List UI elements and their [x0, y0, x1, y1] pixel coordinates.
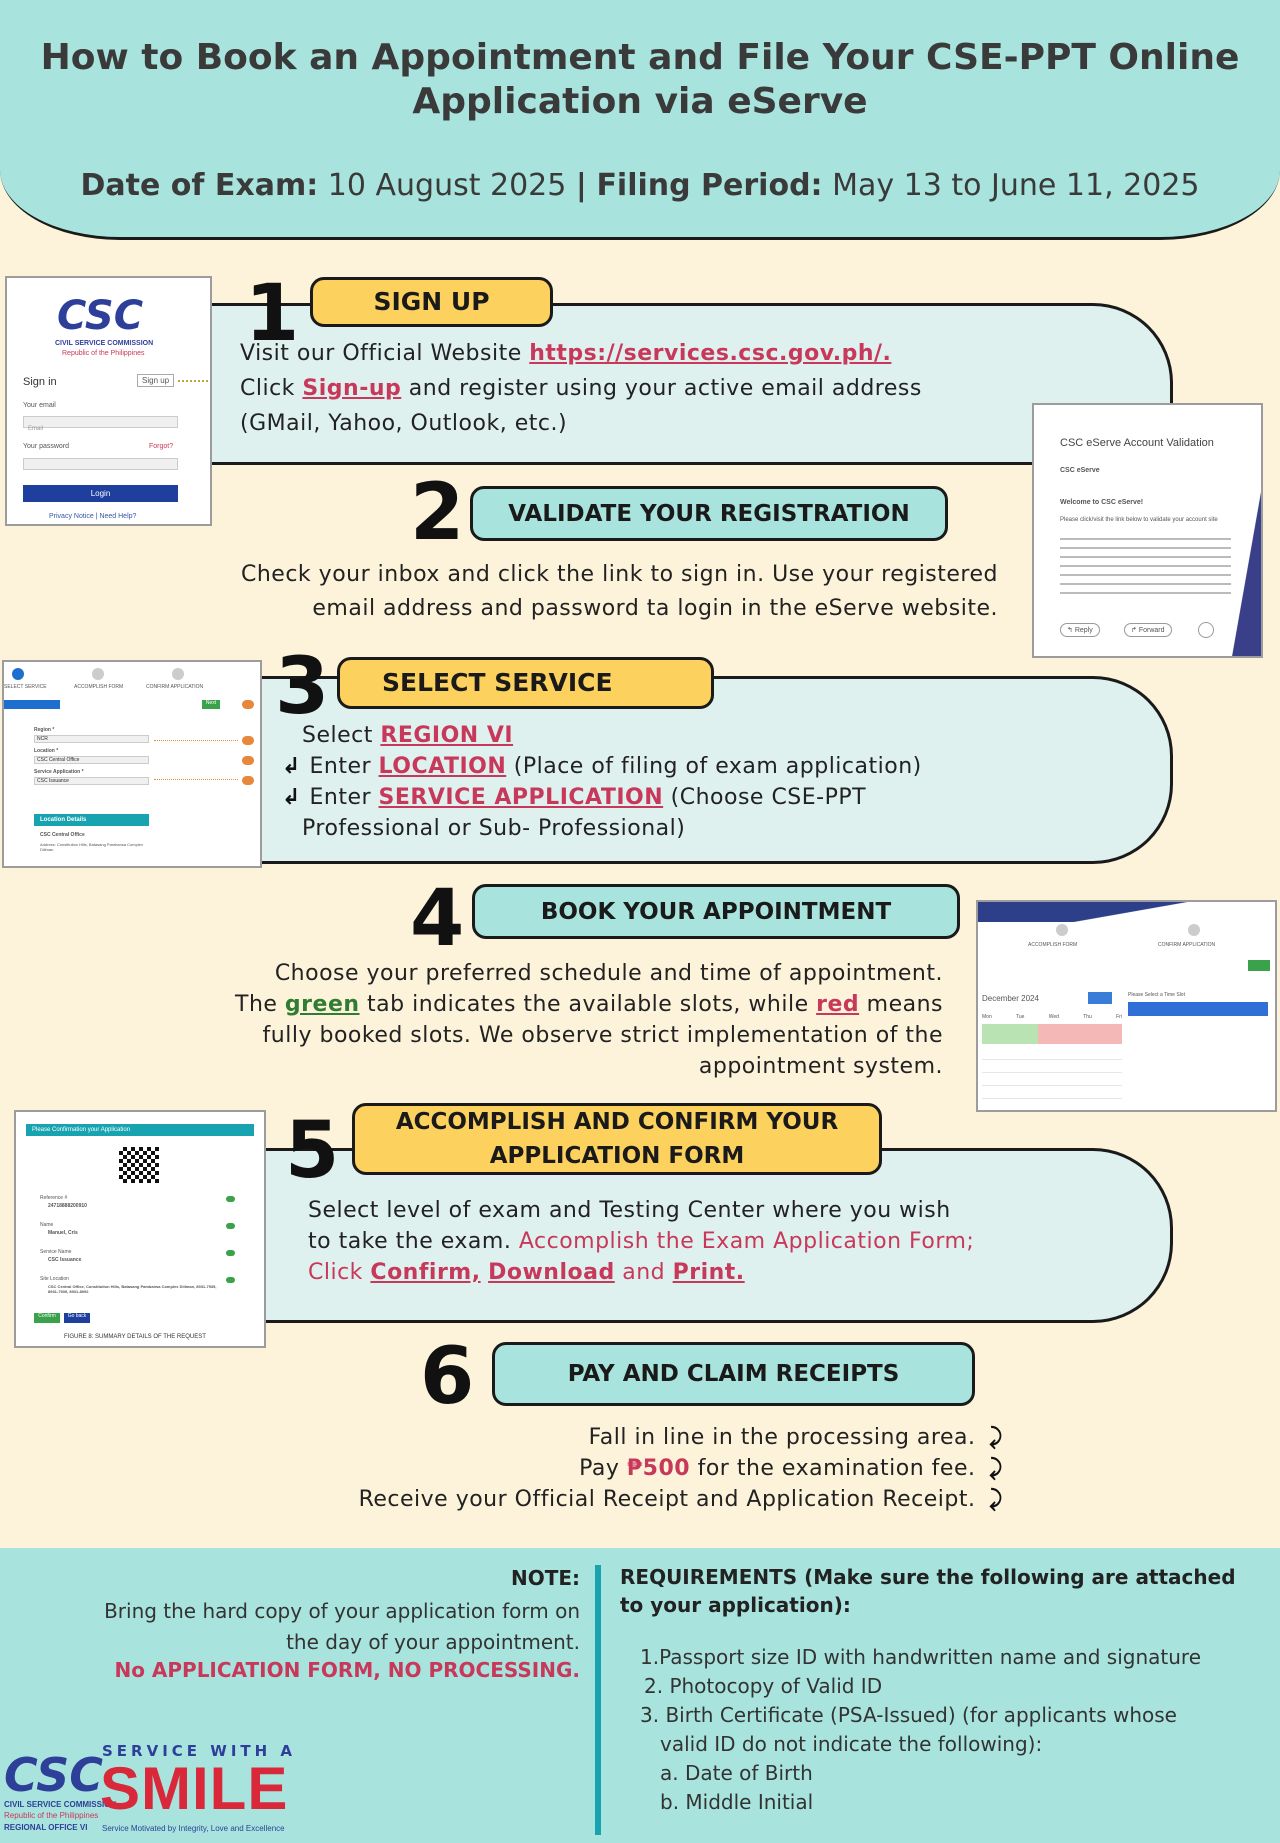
note-warning: No APPLICATION FORM, NO PROCESSING.	[114, 1658, 580, 1682]
email-welcome: Welcome to CSC eServe!	[1060, 499, 1144, 506]
email-corner-accent-icon	[1231, 405, 1261, 658]
curved-arrow-icon: ⤸	[989, 1456, 1003, 1481]
step6-line1-text: Fall in line in the processing area.	[588, 1425, 976, 1450]
step4-line2-rest: means	[859, 992, 943, 1017]
header-banner	[0, 0, 1280, 240]
step2-line2: email address and password ta login in the eServe website.	[312, 596, 998, 621]
qr-code-icon	[119, 1147, 159, 1183]
signin-password-input[interactable]	[23, 458, 178, 470]
signin-screenshot	[5, 276, 212, 526]
email-subject: CSC eServe Account Validation	[1060, 437, 1214, 449]
service-location-value: CSC Central Office	[37, 757, 80, 763]
red-tab-label: red	[816, 992, 860, 1017]
check-icon	[226, 1277, 235, 1283]
filing-label: Filing Period:	[596, 168, 823, 203]
email-body: Please click/visit the link below to validate your account site	[1060, 517, 1218, 523]
email-body-lines	[1060, 535, 1245, 597]
orange-marker-icon	[242, 776, 254, 785]
step1-line2-rest: and register using your active email address	[408, 376, 922, 401]
signin-email-label: Your email	[23, 402, 56, 409]
confirm-button[interactable]: Confirm	[34, 1313, 60, 1323]
calendar-next-button[interactable]	[1248, 960, 1270, 971]
csc-logo-icon: CSC	[4, 1748, 104, 1802]
service-dotted-connectors	[154, 740, 238, 780]
note-line1: Bring the hard copy of your application form on	[104, 1599, 580, 1623]
service-application-link[interactable]: SERVICE APPLICATION	[378, 785, 664, 810]
service-app-value: CSC Issuance	[37, 778, 69, 784]
step4-line2-mid: tab indicates the available slots, while	[359, 992, 817, 1017]
service-details-bar: Location Details	[34, 814, 149, 826]
date-value: 10 August 2025	[327, 168, 567, 203]
email-forward-label: Forward	[1138, 627, 1165, 634]
service-location-select[interactable]	[34, 756, 149, 764]
requirements-title: REQUIREMENTS (Make sure the following are attached to your application):	[620, 1565, 1236, 1617]
confirm-name-label: Name	[40, 1222, 54, 1228]
step5-line3	[308, 1257, 745, 1288]
step1-line2-text: Click	[240, 376, 303, 401]
forward-icon: ↱	[1131, 627, 1139, 634]
step5-line2-text: to take the exam.	[308, 1229, 519, 1254]
step2-number: 2	[410, 468, 465, 558]
calendar-day-thu: Thu	[1083, 1014, 1092, 1020]
signin-footer-links[interactable]: Privacy Notice | Need Help?	[49, 513, 137, 520]
curved-arrow-icon: ⤸	[989, 1487, 1003, 1512]
step6-number: 6	[420, 1332, 475, 1422]
calendar-day-wed: Wed	[1048, 1014, 1059, 1020]
step4-line2	[100, 989, 943, 1020]
confirm-service-value: CSC Issuance	[48, 1257, 82, 1263]
step3-number: 3	[275, 642, 330, 732]
step6-title: PAY AND CLAIM RECEIPTS	[492, 1342, 975, 1406]
requirement-item: 2. Photocopy of Valid ID	[644, 1674, 883, 1698]
step6-line2-text: Pay	[579, 1456, 627, 1481]
calendar-nav-button[interactable]	[1088, 992, 1112, 1004]
service-blue-tab	[4, 700, 60, 709]
requirement-subitem: a. Date of Birth	[660, 1761, 813, 1785]
note-text	[60, 1596, 580, 1658]
email-from: CSC eServe	[1060, 467, 1100, 474]
calendar-available-slot[interactable]	[982, 1024, 1038, 1044]
service-stepper	[4, 668, 262, 682]
email-reply-label: Reply	[1074, 627, 1093, 634]
region-vi-link[interactable]: REGION VI	[380, 723, 514, 748]
step5-number: 5	[285, 1106, 340, 1196]
signin-org: CIVIL SERVICE COMMISSION	[55, 340, 154, 347]
date-label: Date of Exam:	[80, 168, 319, 203]
step5-title-line1: ACCOMPLISH AND CONFIRM YOUR	[395, 1109, 839, 1135]
calendar-top-band	[978, 902, 1277, 922]
step3-line1-text: Select	[302, 723, 381, 748]
email-forward-button[interactable]	[1124, 623, 1172, 637]
step5-line2-pink: Accomplish the Exam Application Form;	[518, 1229, 975, 1254]
calendar-timeslot-label: Please Select a Time Slot	[1128, 992, 1185, 998]
step4-line3: fully booked slots. We observe strict implementation of the	[262, 1023, 943, 1048]
requirement-item: valid ID do not indicate the following):	[660, 1732, 1043, 1756]
step1-title: SIGN UP	[310, 277, 553, 327]
calendar-screenshot	[976, 900, 1277, 1112]
signin-heading: Sign in	[23, 376, 57, 388]
step1-line3: (GMail, Yahoo, Outlook, etc.)	[240, 411, 568, 436]
step5-line3-text: Click	[308, 1260, 371, 1285]
curved-arrow-icon: ↲	[282, 754, 301, 779]
step3-line1	[302, 720, 513, 751]
official-website-link[interactable]: https://services.csc.gov.ph/.	[529, 341, 892, 366]
service-screenshot	[2, 660, 262, 868]
service-region-select[interactable]	[34, 735, 149, 743]
email-reply-button[interactable]	[1060, 623, 1100, 637]
signin-email-placeholder: Email	[28, 426, 44, 432]
step6-line1	[100, 1422, 1003, 1453]
step4-line2-text: The	[235, 992, 285, 1017]
check-icon	[226, 1196, 235, 1202]
step5-line3-and: and	[614, 1260, 673, 1285]
signin-signup-button[interactable]: Sign up	[137, 374, 174, 387]
logo-rep: Republic of the Philippines	[4, 1811, 99, 1820]
confirm-site-label: Site Location	[40, 1276, 69, 1282]
step3-line3-rest: (Choose CSE-PPT	[663, 785, 867, 810]
confirm-link[interactable]: Confirm,	[370, 1260, 481, 1285]
service-office-name: CSC Central Office	[40, 832, 85, 838]
calendar-booked-slot[interactable]	[1038, 1024, 1122, 1044]
csc-logo-icon: CSC	[57, 293, 144, 339]
confirm-name-value: Manuel, Cris	[48, 1230, 78, 1236]
calendar-day-fri: Fri	[1116, 1014, 1122, 1020]
email-screenshot	[1032, 403, 1263, 658]
service-next-button[interactable]: Next	[202, 700, 220, 709]
exam-dates	[0, 168, 1280, 203]
exam-fee-amount: ₱500	[626, 1456, 691, 1481]
location-link[interactable]: LOCATION	[378, 754, 507, 779]
step6-line2	[100, 1453, 1003, 1484]
logo-org: CIVIL SERVICE COMMISSION	[4, 1800, 117, 1809]
step4-line1: Choose your preferred schedule and time of appointment.	[274, 961, 943, 986]
step4-number: 4	[410, 874, 465, 964]
confirm-ref-label: Reference #	[40, 1195, 68, 1201]
step5-title-line2: APPLICATION FORM	[489, 1143, 745, 1169]
step6-line2-rest: for the examination fee.	[690, 1456, 976, 1481]
service-step3-label: CONFIRM APPLICATION	[146, 684, 204, 690]
step6-line3	[100, 1484, 1003, 1515]
step1-line2	[240, 373, 922, 404]
step5-line1: Select level of exam and Testing Center where you wish	[308, 1198, 951, 1223]
go-back-button[interactable]: Go back	[64, 1313, 90, 1323]
step6-line3-text: Receive your Official Receipt and Application Receipt.	[358, 1487, 976, 1512]
step1-number: 1	[245, 269, 300, 359]
step3-line2	[282, 751, 922, 782]
signin-login-button[interactable]: Login	[23, 485, 178, 502]
sign-up-link[interactable]: Sign-up	[302, 376, 402, 401]
date-separator: |	[575, 168, 587, 203]
calendar-step2-dot-icon	[1056, 924, 1068, 936]
check-icon	[226, 1223, 235, 1229]
requirement-item: 1.Passport size ID with handwritten name and signature	[640, 1645, 1202, 1669]
service-app-select[interactable]	[34, 777, 149, 785]
calendar-day-mon: Mon	[982, 1014, 992, 1020]
step3-title: SELECT SERVICE	[337, 657, 714, 709]
service-region-label: Region *	[34, 727, 55, 733]
step3-line3	[282, 782, 866, 813]
note-line2: the day of your appointment.	[286, 1630, 580, 1654]
step4-line4: appointment system.	[698, 1054, 943, 1079]
orange-marker-icon	[242, 736, 254, 745]
green-tab-label: green	[284, 992, 360, 1017]
service-region-value: NCR	[37, 736, 48, 742]
signin-forgot-link[interactable]: Forgot?	[149, 443, 174, 450]
print-link[interactable]: Print.	[672, 1260, 745, 1285]
filing-value: May 13 to June 11, 2025	[832, 168, 1200, 203]
step5-line2	[308, 1226, 974, 1257]
service-step2-label: ACCOMPLISH FORM	[74, 684, 124, 690]
step1-line1-text: Visit our Official Website	[240, 341, 530, 366]
requirement-item: 3. Birth Certificate (PSA-Issued) (for applicants whose	[640, 1703, 1177, 1727]
calendar-step3-dot-icon	[1188, 924, 1200, 936]
step2-line1: Check your inbox and click the link to sign in. Use your registered	[241, 562, 998, 587]
step5-title	[352, 1103, 882, 1175]
service-office-address: Address: Constitution Hills, Batasang Pambansa Complex Diliman	[40, 842, 143, 852]
step3-line3-text: Enter	[309, 785, 379, 810]
confirm-site-value: CSC Central Office, Constitution Hills, Batasang Pambansa Complex Diliman, 8931-7935, 8931-7939, 8931-8092	[48, 1284, 217, 1294]
download-link[interactable]: Download	[488, 1260, 615, 1285]
requirement-subitem: b. Middle Initial	[660, 1790, 814, 1814]
calendar-day-tue: Tue	[1016, 1014, 1025, 1020]
check-icon	[226, 1250, 235, 1256]
calendar-grid-rows	[982, 1047, 1122, 1107]
step3-line2-rest: (Place of filing of exam application)	[506, 754, 922, 779]
email-emoji-icon[interactable]	[1198, 622, 1214, 638]
tagline-top: SERVICE WITH A	[102, 1742, 297, 1760]
signin-rep: Republic of the Philippines	[62, 350, 145, 357]
curved-arrow-icon: ↲	[282, 785, 301, 810]
page-title: How to Book an Appointment and File Your CSE-PPT Online Application via eServe	[40, 37, 1240, 122]
step-dot-2-icon	[92, 668, 104, 680]
calendar-days-header	[982, 1014, 1122, 1020]
signin-dotted-connector	[178, 380, 208, 382]
confirm-service-label: Service Name	[40, 1249, 72, 1255]
requirements-list	[640, 1643, 1201, 1817]
orange-marker-icon	[242, 700, 254, 709]
curved-arrow-icon: ⤸	[989, 1425, 1003, 1450]
signin-email-input[interactable]	[23, 416, 178, 432]
calendar-step2-label: ACCOMPLISH FORM	[1028, 942, 1078, 948]
confirm-ref-value: 24718888200910	[48, 1203, 87, 1209]
confirm-caption: FIGURE 8: SUMMARY DETAILS OF THE REQUEST	[64, 1334, 206, 1340]
step1-line1	[240, 338, 891, 369]
step4-title: BOOK YOUR APPOINTMENT	[472, 884, 960, 939]
service-app-label: Service Application *	[34, 769, 84, 775]
footer-divider	[595, 1565, 601, 1835]
signin-password-label: Your password	[23, 443, 70, 450]
confirmation-screenshot	[14, 1110, 266, 1348]
step-dot-1-icon	[12, 668, 24, 680]
orange-marker-icon	[242, 756, 254, 765]
step3-line2-text: Enter	[309, 754, 379, 779]
confirm-header-bar: Please Confirmation your Application	[26, 1124, 254, 1136]
step2-title: VALIDATE YOUR REGISTRATION	[470, 486, 948, 541]
service-step1-label: SELECT SERVICE	[4, 684, 47, 690]
step-dot-3-icon	[172, 668, 184, 680]
calendar-step3-label: CONFIRM APPLICATION	[1158, 942, 1216, 948]
note-title: NOTE:	[510, 1566, 580, 1590]
service-location-label: Location *	[34, 748, 59, 754]
logo-region: REGIONAL OFFICE VI	[4, 1823, 88, 1832]
calendar-timeslot-bar[interactable]	[1128, 1002, 1268, 1016]
reply-icon: ↰	[1067, 627, 1075, 634]
calendar-month: December 2024	[982, 994, 1039, 1003]
tagline-sub: Service Motivated by Integrity, Love and Excellence	[102, 1824, 285, 1833]
step3-line4: Professional or Sub- Professional)	[302, 816, 686, 841]
tagline-smile: SMILE	[100, 1755, 289, 1822]
